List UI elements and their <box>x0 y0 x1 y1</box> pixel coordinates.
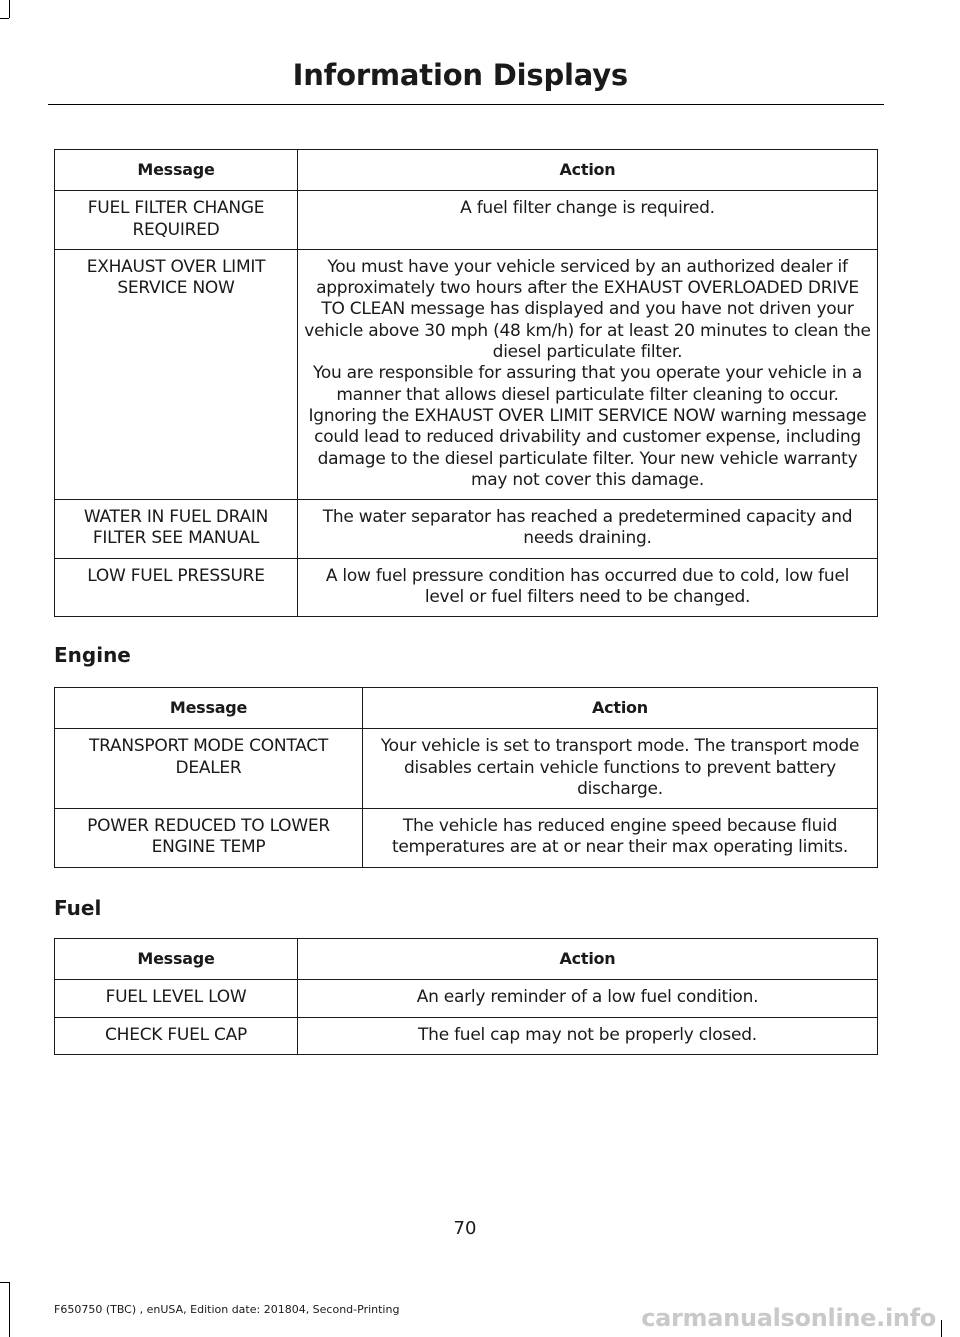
action-cell <box>298 249 878 499</box>
page-title: Information Displays <box>292 58 628 92</box>
page-number: 70 <box>453 1218 477 1239</box>
engine-messages-table <box>54 687 878 868</box>
table-header-row <box>55 688 878 729</box>
fuel-filter-messages-table <box>54 149 878 617</box>
action-text: You are responsible for assuring that you operate your vehicle in a manner that allows diesel particulate filter cleaning to occur. Ignoring the EXHAUST OVER LIMIT SERVICE NOW warning message could lead to reduced drivability and customer expense, including damage to the diesel particulate filter. Your new vehicle warranty may not cover this damage. <box>308 363 867 490</box>
message-column-header: Message <box>55 150 298 191</box>
action-text: A fuel filter change is required. <box>460 198 715 219</box>
action-text: The vehicle has reduced engine speed because fluid temperatures are at or near their max operating limits. <box>391 816 849 858</box>
action-text: You must have your vehicle serviced by an authorized dealer if approximately two hours after the EXHAUST OVERLOADED DRIVE TO CLEAN message has displayed and you have not driven your vehicle above 30 mph (48 km/h) for at least 20 minutes to clean the diesel particulate filter. <box>304 256 871 363</box>
action-cell <box>363 809 878 868</box>
action-column-header: Action <box>363 688 878 729</box>
title-divider <box>48 104 884 105</box>
table-header-row <box>55 150 878 191</box>
action-cell <box>298 500 878 559</box>
action-cell <box>363 729 878 809</box>
action-text: The fuel cap may not be properly closed. <box>418 1024 757 1045</box>
message-cell: LOW FUEL PRESSURE <box>55 558 298 617</box>
table-row <box>55 809 878 868</box>
message-cell: TRANSPORT MODE CONTACT DEALER <box>55 729 363 809</box>
table-header-row <box>55 939 878 980</box>
table-row <box>55 558 878 617</box>
action-cell <box>298 191 878 250</box>
table-row <box>55 1017 878 1054</box>
crop-mark <box>9 0 10 18</box>
message-column-header: Message <box>55 939 298 980</box>
crop-mark <box>941 1320 942 1337</box>
message-cell: WATER IN FUEL DRAIN FILTER SEE MANUAL <box>55 500 298 559</box>
crop-mark <box>0 18 9 19</box>
fuel-messages-table <box>54 938 878 1055</box>
table-row <box>55 191 878 250</box>
action-text: An early reminder of a low fuel condition. <box>416 987 759 1008</box>
message-column-header: Message <box>55 688 363 729</box>
action-column-header: Action <box>298 150 878 191</box>
edition-footer: F650750 (TBC) , enUSA, Edition date: 201804, Second-Printing <box>54 1303 400 1316</box>
message-cell: FUEL LEVEL LOW <box>55 980 298 1017</box>
fuel-section-heading: Fuel <box>54 896 102 920</box>
action-cell <box>298 558 878 617</box>
message-cell: CHECK FUEL CAP <box>55 1017 298 1054</box>
action-text: The water separator has reached a predetermined capacity and needs draining. <box>322 507 853 549</box>
message-cell: EXHAUST OVER LIMIT SERVICE NOW <box>55 249 298 499</box>
crop-mark <box>0 1282 9 1283</box>
crop-mark <box>9 1282 10 1337</box>
message-cell: POWER REDUCED TO LOWER ENGINE TEMP <box>55 809 363 868</box>
action-text: A low fuel pressure condition has occurred due to cold, low fuel level or fuel filters need to be changed. <box>325 565 850 608</box>
watermark: carmanualsonline.info <box>641 1304 936 1332</box>
action-cell <box>298 980 878 1017</box>
action-text: Your vehicle is set to transport mode. The transport mode disables certain vehicle functions to prevent battery discharge. <box>380 736 860 799</box>
table-row <box>55 980 878 1017</box>
engine-section-heading: Engine <box>54 643 131 667</box>
table-row <box>55 500 878 559</box>
action-cell <box>298 1017 878 1054</box>
message-cell: FUEL FILTER CHANGE REQUIRED <box>55 191 298 250</box>
table-row <box>55 729 878 809</box>
table-row <box>55 249 878 499</box>
action-column-header: Action <box>298 939 878 980</box>
